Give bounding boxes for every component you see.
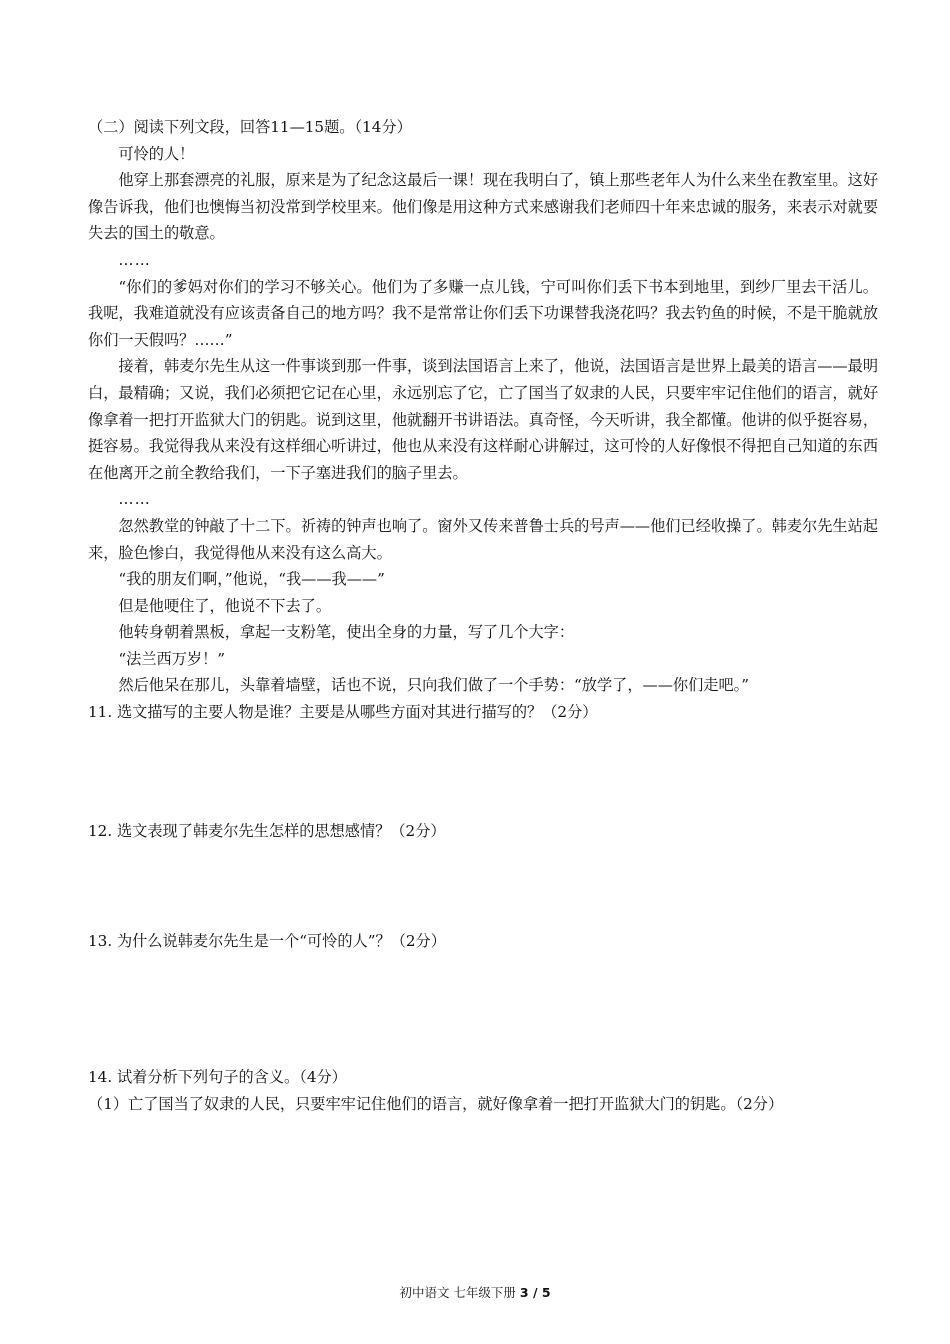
passage-paragraph-6: 但是他哽住了，他说不下去了。	[118, 596, 332, 615]
question-12: 12. 选文表现了韩麦尔先生怎样的思想感情？（2分）	[88, 822, 446, 840]
passage-ellipsis-2: ……	[118, 490, 151, 509]
question-12-block	[88, 818, 878, 845]
passage-paragraph-2: “你们的爹妈对你们的学习不够关心。他们为了多赚一点儿钱，宁可叫你们丢下书本到地里，到纱厂里去干活儿。我呢，我难道就没有应该责备自己的地方吗？我不是常常让你们丢下功课替我浇花吗？我去钓鱼的时候，不是干脆就放你们一天假吗？……”	[88, 277, 878, 349]
passage-paragraph-9: 然后他呆在那儿，头靠着墙壁，话也不说，只向我们做了一个手势：“放学了，——你们走吧。”	[118, 676, 750, 695]
page-number: 3 / 5	[519, 1285, 551, 1300]
passage-paragraph-7: 他转身朝着黑板，拿起一支粉笔，使出全身的力量，写了几个大字：	[118, 623, 575, 642]
reading-passage	[88, 114, 878, 726]
question-13: 13. 为什么说韩麦尔先生是一个“可怜的人”？（2分）	[88, 932, 446, 950]
footer-label: 初中语文 七年级下册	[399, 1285, 520, 1300]
page-footer	[0, 1283, 950, 1301]
question-13-block	[88, 928, 878, 955]
passage-paragraph-5: “我的朋友们啊，”他说，“我——我——”	[118, 570, 385, 589]
question-14-1: （1）亡了国当了奴隶的人民，只要牢牢记住他们的语言，就好像拿着一把打开监狱大门的钥匙。（2分）	[88, 1094, 784, 1113]
passage-paragraph-1: 他穿上那套漂亮的礼服，原来是为了纪念这最后一课！现在我明白了，镇上那些老年人为什么来坐在教室里。这好像告诉我，他们也懊悔当初没常到学校里来。他们像是用这种方式来感谢我们老师四十年来忠诚的服务，来表示对就要失去的国土的敬意。	[88, 171, 878, 243]
question-14-block	[88, 1064, 878, 1117]
passage-paragraph-3: 接着，韩麦尔先生从这一件事谈到那一件事，谈到法国语言上来了，他说，法国语言是世界上最美的语言——最明白，最精确；又说，我们必须把它记在心里，永远别忘了它，亡了国当了奴隶的人民，只要牢牢记住他们的语言，就好像拿着一把打开监狱大门的钥匙。说到这里，他就翻开书讲语法。真奇怪，今天听讲，我全都懂。他讲的似乎挺容易，挺容易。我觉得我从来没有这样细心听讲过，他也从来没有这样耐心讲解过，这可怜的人好像恨不得把自己知道的东西在他离开之前全教给我们，一下子塞进我们的脑子里去。	[88, 357, 878, 482]
passage-paragraph-8: “法兰西万岁！”	[118, 649, 226, 668]
question-14: 14. 试着分析下列句子的含义。（4分）	[88, 1068, 347, 1086]
section-heading: （二）阅读下列文段，回答11—15题。（14分）	[88, 118, 412, 136]
question-11: 11. 选文描写的主要人物是谁？主要是从哪些方面对其进行描写的？（2分）	[88, 703, 598, 722]
passage-title: 可怜的人！	[118, 144, 195, 163]
passage-paragraph-4: 忽然教堂的钟敲了十二下。祈祷的钟声也响了。窗外又传来普鲁士兵的号声——他们已经收操了。韩麦尔先生站起来，脸色惨白，我觉得他从来没有这么高大。	[88, 516, 878, 562]
passage-ellipsis-1: ……	[118, 250, 151, 269]
